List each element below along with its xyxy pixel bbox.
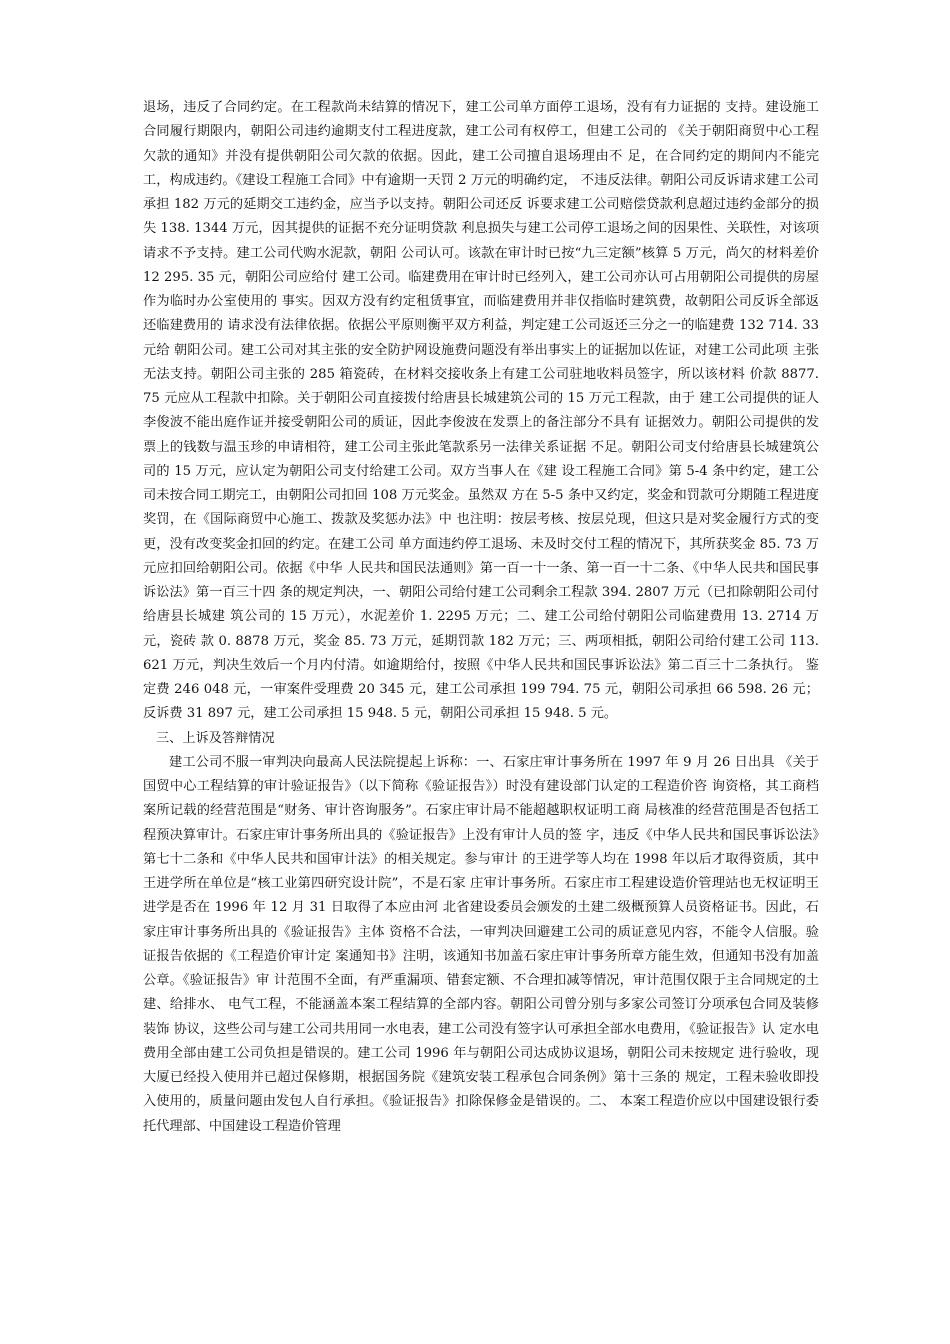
section-heading-appeal: 三、上诉及答辩情况: [156, 730, 275, 746]
paragraph-appeal-arguments: 建工公司不服一审判决向最高人民法院提起上诉称：一、石家庄审计事务所在 1997 年 9 月 26 日出具 《关于国贸中心工程结算的审计验证报告》（以下简称《验证报告》）时没有建设部门认定的工程造价咨 询资格，其工商档案所记载的经营范围是“财务、审计咨询服务”。石家庄审计局不能超越职权证明工商 局核准的经营范围是否包括工程预决算审计。石家庄审计事务所出具的《验证报告》上没有审计人员的签 字，违反《中华人民共和国民事诉讼法》第七十二条和《中华人民共和国审计法》的相关规定。参与审计 的王进学等人均在 1998 年以后才取得资质，其中王进学所在单位是“核工业第四研究设计院”，不是石家 庄审计事务所。石家庄市工程建设造价管理站也无权证明王进学是否在 1996 年 12 月 31 日取得了本应由河 北省建设委员会颁发的土建二级概预算人员资格证书。因此，石家庄审计事务所出具的《验证报告》主体 资格不合法，一审判决回避建工公司的质证意见内容，不能令人信服。验证报告依据的《工程造价审计定 案通知书》注明，该通知书加盖石家庄审计事务所章方能生效，但通知书没有加盖公章。《验证报告》审 计范围不全面，有严重漏项、错套定额、不合理扣减等情况，审计范围仅限于主合同规定的土建、给排水、 电气工程，不能涵盖本案工程结算的全部内容。朝阳公司曾分别与多家公司签订分项承包合同及装修装饰 协议，这些公司与建工公司共用同一水电表，建工公司没有签字认可承担全部水电费用，《验证报告》认 定水电费用全部由建工公司负担是错误的。建工公司 1996 年与朝阳公司达成协议退场，朝阳公司未按规定 进行验收，现大厦已经投入使用并已超过保修期，根据国务院《建筑安装工程承包合同条例》第十三条的 规定，工程未验收即投入使用的，质量问题由发包人自行承担。《验证报告》扣除保修金是错误的。二、 本案工程造价应以中国建设银行委托代理部、中国建设工程造价管理: [143, 754, 819, 1134]
paragraph-judgment-reasoning: 退场，违反了合同约定。在工程款尚未结算的情况下，建工公司单方面停工退场，没有有力证据的 支持。建设施工合同履行期限内，朝阳公司违约逾期支付工程进度款，建工公司有权停工，但建工公司的 《关于朝阳商贸中心工程欠款的通知》并没有提供朝阳公司欠款的依据。因此，建工公司擅自退场理由不 足，在合同约定的期间内不能完工，构成违约。《建设工程施工合同》中有逾期一天罚 2 万元的明确约定， 不违反法律。朝阳公司反诉请求建工公司承担 182 万元的延期交工违约金，应当予以支持。朝阳公司还反 诉要求建工公司赔偿贷款利息超过违约金部分的损失 138. 1344 万元，因其提供的证据不充分证明贷款 利息损失与建工公司停工退场之间的因果性、关联性，对该项请求不予支持。建工公司代购水泥款，朝阳 公司认可。该款在审计时已按“九三定额”核算 5 万元，尚欠的材料差价 12 295. 35 元，朝阳公司应给付 建工公司。临建费用在审计时已经列入，建工公司亦认可占用朝阳公司提供的房屋作为临时办公室使用的 事实。因双方没有约定租赁事宜，而临建费用并非仅指临时建筑费，故朝阳公司反诉全部返还临建费用的 请求没有法律依据。依据公平原则衡平双方利益，判定建工公司返还三分之一的临建费 132 714. 33 元给 朝阳公司。建工公司对其主张的安全防护网设施费问题没有举出事实上的证据加以佐证，对建工公司此项 主张无法支持。朝阳公司主张的 285 箱瓷砖，在材料交接收条上有建工公司驻地收料员签字，所以该材料 价款 8877. 75 元应从工程款中扣除。关于朝阳公司直接拨付给唐县长城建筑公司的 15 万元工程款，由于 建工公司提供的证人李俊波不能出庭作证并接受朝阳公司的质证，因此李俊波在发票上的备注部分不具有 证据效力。朝阳公司提供的发票上的钱数与温玉珍的申请相符，建工公司主张此笔款系另一法律关系证据 不足。朝阳公司支付给唐县长城建筑公司的 15 万元，应认定为朝阳公司支付给建工公司。双方当事人在《建 设工程施工合同》第 5-4 条中约定，建工公司未按合同工期完工，由朝阳公司扣回 108 万元奖金。虽然双 方在 5-5 条中又约定，奖金和罚款可分期随工程进度奖罚，在《国际商贸中心施工、拨款及奖惩办法》中 也注明：按层考核、按层兑现，但这只是对奖金履行方式的变更，没有改变奖金扣回的约定。在建工公司 单方面违约停工退场、未及时交付工程的情况下，其所获奖金 85. 73 万元应扣回给朝阳公司。依据《中华 人民共和国民法通则》第一百一十一条、第一百一十二条、《中华人民共和国民事诉讼法》第一百三十四 条的规定判决，一、朝阳公司给付建工公司剩余工程款 394. 2807 万元（已扣除朝阳公司付给唐县长城建 筑公司的 15 万元），水泥差价 1. 2295 万元；二、建工公司给付朝阳公司临建费用 13. 2714 万元，瓷砖 款 0. 8878 万元，奖金 85. 73 万元，延期罚款 182 万元；三、两项相抵，朝阳公司给付建工公司 113. 621 万元，判决生效后一个月内付清。如逾期给付，按照《中华人民共和国民事诉讼法》第二百三十二条执行。 鉴定费 246 048 元，一审案件受理费 20 345 元，建工公司承担 199 794. 75 元，朝阳公司承担 66 598. 26 元；反诉费 31 897 元，建工公司承担 15 948. 5 元，朝阳公司承担 15 948. 5 元。: [143, 100, 820, 722]
document-body: [143, 96, 819, 1139]
